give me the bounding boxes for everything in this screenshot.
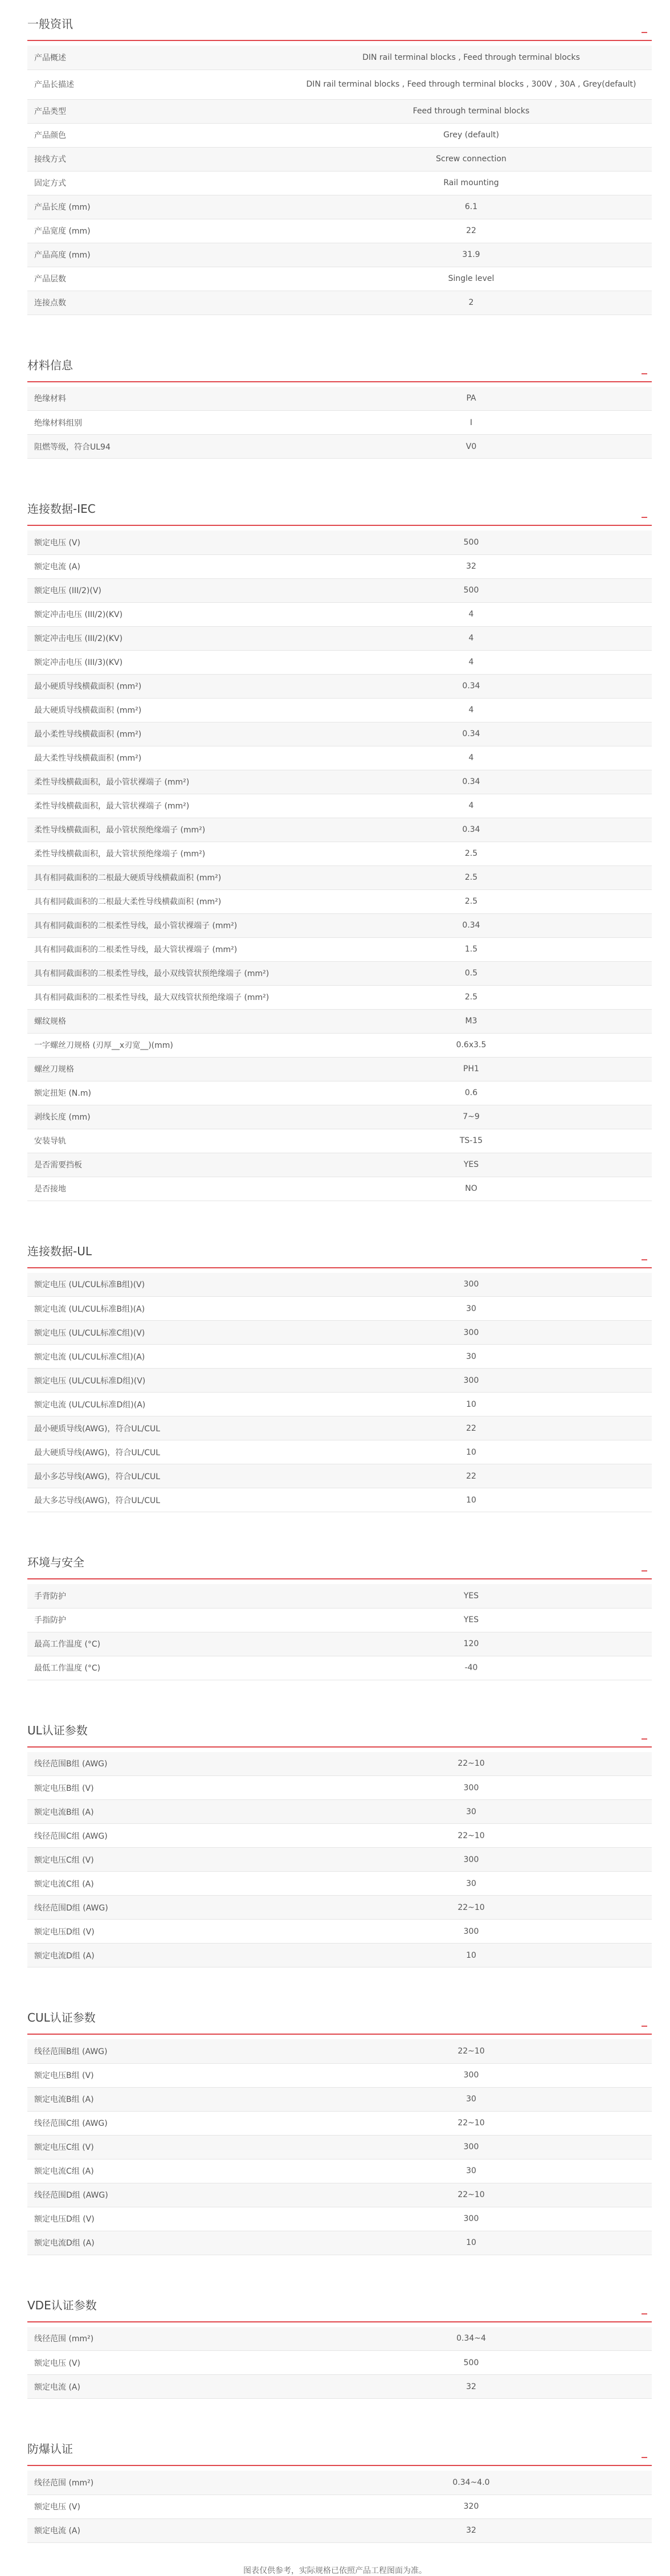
spec-value: Rail mounting — [291, 171, 652, 195]
table-row — [27, 70, 652, 99]
table-row — [27, 147, 652, 171]
spec-value: 30 — [291, 1872, 652, 1896]
section-header — [0, 1538, 670, 1584]
spec-value: 4 — [291, 626, 652, 650]
collapse-toggle-icon[interactable]: _ — [642, 19, 647, 33]
table-row — [27, 2159, 652, 2183]
table-row — [27, 387, 652, 411]
table-row — [27, 123, 652, 147]
table-row — [27, 1153, 652, 1177]
spec-label: 最大硬质导线(AWG)，符合UL/CUL — [27, 1440, 291, 1464]
table-row — [27, 1464, 652, 1488]
spec-value: 300 — [291, 1369, 652, 1393]
spec-value: 4 — [291, 650, 652, 674]
spec-value: YES — [291, 1608, 652, 1632]
table-row — [27, 2327, 652, 2351]
spec-value: 500 — [291, 530, 652, 554]
spec-label: 线径范围 (mm²) — [27, 2327, 291, 2351]
section-header — [0, 1227, 670, 1273]
table-row — [27, 961, 652, 985]
spec-value: 7~9 — [291, 1105, 652, 1129]
spec-label: 一字螺丝刀规格 (刃厚__x刃宽__)(mm) — [27, 1033, 291, 1057]
spec-label: 线径范围 (mm²) — [27, 2471, 291, 2495]
spec-label: 额定电压C组 (V) — [27, 2135, 291, 2159]
spec-section-0 — [0, 0, 670, 315]
table-row — [27, 2039, 652, 2063]
spec-value: 30 — [291, 1297, 652, 1321]
spec-label: 最小柔性导线横截面积 (mm²) — [27, 722, 291, 746]
spec-section-2 — [0, 485, 670, 1201]
spec-label: 连接点数 — [27, 291, 291, 315]
collapse-toggle-icon[interactable]: _ — [642, 1725, 647, 1740]
section-header — [0, 485, 670, 530]
spec-value: 2.5 — [291, 889, 652, 913]
table-row — [27, 698, 652, 722]
section-title: 连接数据-IEC — [27, 502, 96, 516]
table-row — [27, 1393, 652, 1416]
table-row — [27, 1656, 652, 1680]
table-row — [27, 1177, 652, 1201]
spec-label: 是否需要挡板 — [27, 1153, 291, 1177]
spec-value: 4 — [291, 698, 652, 722]
spec-value: 2.5 — [291, 842, 652, 866]
spec-label: 额定电流 (UL/CUL标准B组)(A) — [27, 1297, 291, 1321]
spec-label: 接线方式 — [27, 147, 291, 171]
spec-value: PA — [291, 387, 652, 411]
spec-label: 产品层数 — [27, 267, 291, 291]
section-header — [0, 2281, 670, 2327]
section-title: 防爆认证 — [27, 2442, 73, 2456]
spec-value: TS-15 — [291, 1129, 652, 1153]
spec-value: 500 — [291, 578, 652, 602]
spec-table — [27, 530, 652, 1201]
table-row — [27, 2183, 652, 2207]
spec-label: 额定电流B组 (A) — [27, 1800, 291, 1824]
table-row — [27, 291, 652, 315]
spec-label: 额定冲击电压 (III/3)(KV) — [27, 650, 291, 674]
table-row — [27, 267, 652, 291]
spec-table — [27, 1752, 652, 1968]
section-header — [0, 1707, 670, 1752]
spec-value: V0 — [291, 435, 652, 459]
section-divider — [27, 1746, 652, 1748]
collapse-toggle-icon[interactable]: _ — [642, 1558, 647, 1571]
table-row — [27, 2518, 652, 2542]
table-row — [27, 2207, 652, 2231]
collapse-toggle-icon[interactable]: _ — [642, 2444, 647, 2458]
table-row — [27, 937, 652, 961]
table-row — [27, 411, 652, 435]
table-row — [27, 1752, 652, 1776]
spec-value: 22 — [291, 1464, 652, 1488]
section-title: UL认证参数 — [27, 1723, 88, 1737]
spec-value: 30 — [291, 2087, 652, 2111]
spec-label: 最小硬质导线(AWG)，符合UL/CUL — [27, 1416, 291, 1440]
spec-section-1 — [0, 341, 670, 459]
spec-value: 2 — [291, 291, 652, 315]
spec-label: 具有相同截面积的二根柔性导线，最大管状裸端子 (mm²) — [27, 937, 291, 961]
section-divider — [27, 2034, 652, 2035]
spec-value: 0.34~4 — [291, 2327, 652, 2351]
collapse-toggle-icon[interactable]: _ — [642, 1246, 647, 1260]
spec-value: 22~10 — [291, 2183, 652, 2207]
spec-label: 产品颜色 — [27, 123, 291, 147]
spec-label: 额定电压B组 (V) — [27, 2063, 291, 2087]
spec-label: 安装导轨 — [27, 1129, 291, 1153]
table-row — [27, 794, 652, 818]
spec-table — [27, 46, 652, 315]
table-row — [27, 2087, 652, 2111]
table-row — [27, 1105, 652, 1129]
table-row — [27, 1369, 652, 1393]
spec-label: 柔性导线横截面积，最小管状裸端子 (mm²) — [27, 770, 291, 794]
spec-label: 线径范围C组 (AWG) — [27, 1824, 291, 1848]
spec-label: 螺丝刀规格 — [27, 1057, 291, 1081]
spec-value: 4 — [291, 794, 652, 818]
table-row — [27, 2495, 652, 2518]
table-row — [27, 1872, 652, 1896]
table-row — [27, 435, 652, 459]
spec-section-7 — [0, 2281, 670, 2399]
spec-value: Screw connection — [291, 147, 652, 171]
spec-table — [27, 1273, 652, 1513]
spec-value: 300 — [291, 1273, 652, 1297]
spec-value: 320 — [291, 2495, 652, 2518]
spec-label: 额定电流 (UL/CUL标准C组)(A) — [27, 1345, 291, 1369]
spec-value: 300 — [291, 1776, 652, 1800]
section-title: 连接数据-UL — [27, 1244, 92, 1258]
spec-value: 120 — [291, 1632, 652, 1656]
spec-value: 22~10 — [291, 1752, 652, 1776]
table-row — [27, 985, 652, 1009]
spec-value: 10 — [291, 1393, 652, 1416]
table-row — [27, 842, 652, 866]
table-row — [27, 1033, 652, 1057]
collapse-toggle-icon[interactable]: _ — [642, 2013, 647, 2027]
spec-label: 柔性导线横截面积，最大管状裸端子 (mm²) — [27, 794, 291, 818]
spec-table — [27, 2327, 652, 2399]
spec-label: 柔性导线横截面积，最小管状预绝缘端子 (mm²) — [27, 818, 291, 842]
spec-value: Single level — [291, 267, 652, 291]
table-row — [27, 195, 652, 219]
spec-value: 1.5 — [291, 937, 652, 961]
spec-label: 手指防护 — [27, 1608, 291, 1632]
spec-label: 额定电压 (UL/CUL标准D组)(V) — [27, 1369, 291, 1393]
spec-label: 柔性导线横截面积，最大管状预绝缘端子 (mm²) — [27, 842, 291, 866]
spec-value: 10 — [291, 1488, 652, 1512]
spec-label: 产品宽度 (mm) — [27, 219, 291, 243]
section-header — [0, 341, 670, 387]
spec-label: 最高工作温度 (°C) — [27, 1632, 291, 1656]
spec-label: 具有相同截面积的二根最大柔性导线横截面积 (mm²) — [27, 889, 291, 913]
spec-section-3 — [0, 1227, 670, 1513]
spec-section-4 — [0, 1538, 670, 1680]
table-row — [27, 746, 652, 770]
spec-label: 绝缘材料组别 — [27, 411, 291, 435]
spec-value: 300 — [291, 1321, 652, 1345]
spec-label: 额定电压 (V) — [27, 2495, 291, 2518]
spec-table — [27, 2039, 652, 2255]
table-row — [27, 1081, 652, 1105]
table-row — [27, 1297, 652, 1321]
spec-label: 额定电压 (UL/CUL标准C组)(V) — [27, 1321, 291, 1345]
spec-value: 0.34~4.0 — [291, 2471, 652, 2495]
table-row — [27, 1057, 652, 1081]
table-row — [27, 171, 652, 195]
section-header — [0, 0, 670, 46]
table-row — [27, 2063, 652, 2087]
table-row — [27, 554, 652, 578]
table-row — [27, 913, 652, 937]
spec-label: 螺纹规格 — [27, 1009, 291, 1033]
spec-value: 31.9 — [291, 243, 652, 267]
spec-value: 0.34 — [291, 913, 652, 937]
spec-label: 产品类型 — [27, 99, 291, 123]
table-row — [27, 2135, 652, 2159]
spec-value: 30 — [291, 1800, 652, 1824]
spec-value: 22~10 — [291, 2039, 652, 2063]
table-row — [27, 1321, 652, 1345]
table-row — [27, 1776, 652, 1800]
table-row — [27, 2351, 652, 2375]
spec-value: NO — [291, 1177, 652, 1201]
collapse-toggle-icon[interactable]: _ — [642, 504, 647, 518]
spec-label: 线径范围B组 (AWG) — [27, 2039, 291, 2063]
table-row — [27, 1896, 652, 1920]
spec-value: 2.5 — [291, 866, 652, 889]
spec-value: Feed through terminal blocks — [291, 99, 652, 123]
table-row — [27, 1608, 652, 1632]
spec-label: 产品长度 (mm) — [27, 195, 291, 219]
spec-label: 绝缘材料 — [27, 387, 291, 411]
spec-label: 是否接地 — [27, 1177, 291, 1201]
section-divider — [27, 40, 652, 41]
spec-label: 额定电流 (A) — [27, 2518, 291, 2542]
spec-value: 0.5 — [291, 961, 652, 985]
section-divider — [27, 1267, 652, 1268]
table-row — [27, 2231, 652, 2255]
spec-label: 额定电流B组 (A) — [27, 2087, 291, 2111]
spec-value: 32 — [291, 2375, 652, 2399]
spec-value: 300 — [291, 2135, 652, 2159]
spec-label: 额定电流 (A) — [27, 554, 291, 578]
spec-section-5 — [0, 1707, 670, 1968]
collapse-toggle-icon[interactable]: _ — [642, 360, 647, 374]
spec-value: 32 — [291, 2518, 652, 2542]
spec-value: M3 — [291, 1009, 652, 1033]
table-row — [27, 1488, 652, 1512]
table-row — [27, 1800, 652, 1824]
table-row — [27, 1944, 652, 1967]
spec-label: 额定电压D组 (V) — [27, 2207, 291, 2231]
spec-value: 30 — [291, 1345, 652, 1369]
table-row — [27, 602, 652, 626]
spec-label: 额定电压 (UL/CUL标准B组)(V) — [27, 1273, 291, 1297]
section-divider — [27, 2321, 652, 2322]
spec-label: 最小多芯导线(AWG)，符合UL/CUL — [27, 1464, 291, 1488]
spec-section-8 — [0, 2425, 670, 2543]
spec-label: 额定电压C组 (V) — [27, 1848, 291, 1872]
table-row — [27, 1920, 652, 1944]
spec-value: 0.34 — [291, 818, 652, 842]
spec-value: 10 — [291, 1440, 652, 1464]
spec-value: Grey (default) — [291, 123, 652, 147]
spec-value: 4 — [291, 602, 652, 626]
spec-label: 固定方式 — [27, 171, 291, 195]
table-row — [27, 818, 652, 842]
spec-label: 额定电压B组 (V) — [27, 1776, 291, 1800]
spec-label: 额定电流D组 (A) — [27, 2231, 291, 2255]
section-title: CUL认证参数 — [27, 2011, 96, 2024]
section-divider — [27, 1578, 652, 1579]
spec-label: 最大柔性导线横截面积 (mm²) — [27, 746, 291, 770]
spec-value: 0.34 — [291, 770, 652, 794]
spec-table — [27, 387, 652, 459]
spec-label: 线径范围D组 (AWG) — [27, 2183, 291, 2207]
table-row — [27, 99, 652, 123]
spec-value: 0.6 — [291, 1081, 652, 1105]
spec-label: 额定电压D组 (V) — [27, 1920, 291, 1944]
spec-value: 22~10 — [291, 1896, 652, 1920]
spec-label: 产品长描述 — [27, 70, 291, 99]
spec-value: 32 — [291, 554, 652, 578]
section-header — [0, 2425, 670, 2471]
spec-value: 10 — [291, 2231, 652, 2255]
spec-value: 300 — [291, 1848, 652, 1872]
spec-section-6 — [0, 1994, 670, 2255]
spec-value: I — [291, 411, 652, 435]
table-row — [27, 1440, 652, 1464]
spec-value: 2.5 — [291, 985, 652, 1009]
spec-value: -40 — [291, 1656, 652, 1680]
spec-label: 产品概述 — [27, 46, 291, 70]
spec-value: 300 — [291, 1920, 652, 1944]
spec-value: 22 — [291, 219, 652, 243]
disclaimer-text: 图表仅供参考，实际规格已依照产品工程图面为准。 — [243, 2566, 427, 2575]
table-row — [27, 674, 652, 698]
spec-label: 剥线长度 (mm) — [27, 1105, 291, 1129]
spec-value: 22~10 — [291, 1824, 652, 1848]
spec-label: 线径范围B组 (AWG) — [27, 1752, 291, 1776]
spec-label: 额定冲击电压 (III/2)(KV) — [27, 626, 291, 650]
spec-label: 额定电压 (V) — [27, 2351, 291, 2375]
table-row — [27, 1416, 652, 1440]
spec-value: DIN rail terminal blocks , Feed through terminal blocks , 300V , 30A , Grey(default) — [291, 70, 652, 99]
table-row — [27, 1632, 652, 1656]
spec-label: 具有相同截面积的二根柔性导线，最小双线管状预绝缘端子 (mm²) — [27, 961, 291, 985]
spec-value: 22 — [291, 1416, 652, 1440]
table-row — [27, 1273, 652, 1297]
table-row — [27, 1009, 652, 1033]
spec-value: DIN rail terminal blocks , Feed through terminal blocks — [291, 46, 652, 70]
spec-label: 最大硬质导线横截面积 (mm²) — [27, 698, 291, 722]
spec-label: 线径范围D组 (AWG) — [27, 1896, 291, 1920]
spec-value: 300 — [291, 2063, 652, 2087]
table-row — [27, 650, 652, 674]
spec-label: 最低工作温度 (°C) — [27, 1656, 291, 1680]
section-divider — [27, 2465, 652, 2466]
table-row — [27, 219, 652, 243]
spec-value: 0.34 — [291, 674, 652, 698]
table-row — [27, 530, 652, 554]
spec-value: 500 — [291, 2351, 652, 2375]
table-row — [27, 1584, 652, 1608]
spec-label: 额定冲击电压 (III/2)(KV) — [27, 602, 291, 626]
spec-label: 产品高度 (mm) — [27, 243, 291, 267]
spec-table — [27, 2471, 652, 2543]
table-row — [27, 866, 652, 889]
spec-label: 最小硬质导线横截面积 (mm²) — [27, 674, 291, 698]
table-row — [27, 1129, 652, 1153]
table-row — [27, 722, 652, 746]
spec-value: 0.34 — [291, 722, 652, 746]
spec-label: 最大多芯导线(AWG)，符合UL/CUL — [27, 1488, 291, 1512]
spec-value: YES — [291, 1153, 652, 1177]
table-row — [27, 1345, 652, 1369]
section-divider — [27, 381, 652, 382]
spec-label: 手背防护 — [27, 1584, 291, 1608]
spec-label: 额定电流 (A) — [27, 2375, 291, 2399]
table-row — [27, 578, 652, 602]
section-title: 环境与安全 — [27, 1556, 84, 1569]
spec-value: 30 — [291, 2159, 652, 2183]
spec-label: 具有相同截面积的二根柔性导线，最大双线管状预绝缘端子 (mm²) — [27, 985, 291, 1009]
spec-label: 额定电流C组 (A) — [27, 2159, 291, 2183]
section-header — [0, 1994, 670, 2039]
table-row — [27, 2375, 652, 2399]
table-row — [27, 2111, 652, 2135]
table-row — [27, 889, 652, 913]
spec-value: 10 — [291, 1944, 652, 1967]
section-divider — [27, 525, 652, 526]
spec-value: YES — [291, 1584, 652, 1608]
spec-label: 额定电流C组 (A) — [27, 1872, 291, 1896]
spec-value: 0.6x3.5 — [291, 1033, 652, 1057]
spec-value: 6.1 — [291, 195, 652, 219]
section-title: VDE认证参数 — [27, 2298, 97, 2312]
table-row — [27, 770, 652, 794]
spec-value: PH1 — [291, 1057, 652, 1081]
spec-label: 阻燃等级，符合UL94 — [27, 435, 291, 459]
table-row — [27, 1848, 652, 1872]
spec-value: 300 — [291, 2207, 652, 2231]
spec-label: 具有相同截面积的二根柔性导线，最小管状裸端子 (mm²) — [27, 913, 291, 937]
spec-value: 4 — [291, 746, 652, 770]
spec-table — [27, 1584, 652, 1680]
table-row — [27, 626, 652, 650]
spec-label: 额定电流D组 (A) — [27, 1944, 291, 1967]
collapse-toggle-icon[interactable]: _ — [642, 2300, 647, 2314]
table-row — [27, 2471, 652, 2495]
spec-label: 额定扭矩 (N.m) — [27, 1081, 291, 1105]
spec-label: 具有相同截面积的二根最大硬质导线横截面积 (mm²) — [27, 866, 291, 889]
table-row — [27, 243, 652, 267]
section-title: 材料信息 — [27, 358, 73, 372]
table-row — [27, 1824, 652, 1848]
spec-label: 额定电压 (V) — [27, 530, 291, 554]
table-row — [27, 46, 652, 70]
spec-label: 线径范围C组 (AWG) — [27, 2111, 291, 2135]
spec-label: 额定电压 (III/2)(V) — [27, 578, 291, 602]
spec-label: 额定电流 (UL/CUL标准D组)(A) — [27, 1393, 291, 1416]
section-title: 一般资讯 — [27, 17, 73, 31]
spec-value: 22~10 — [291, 2111, 652, 2135]
